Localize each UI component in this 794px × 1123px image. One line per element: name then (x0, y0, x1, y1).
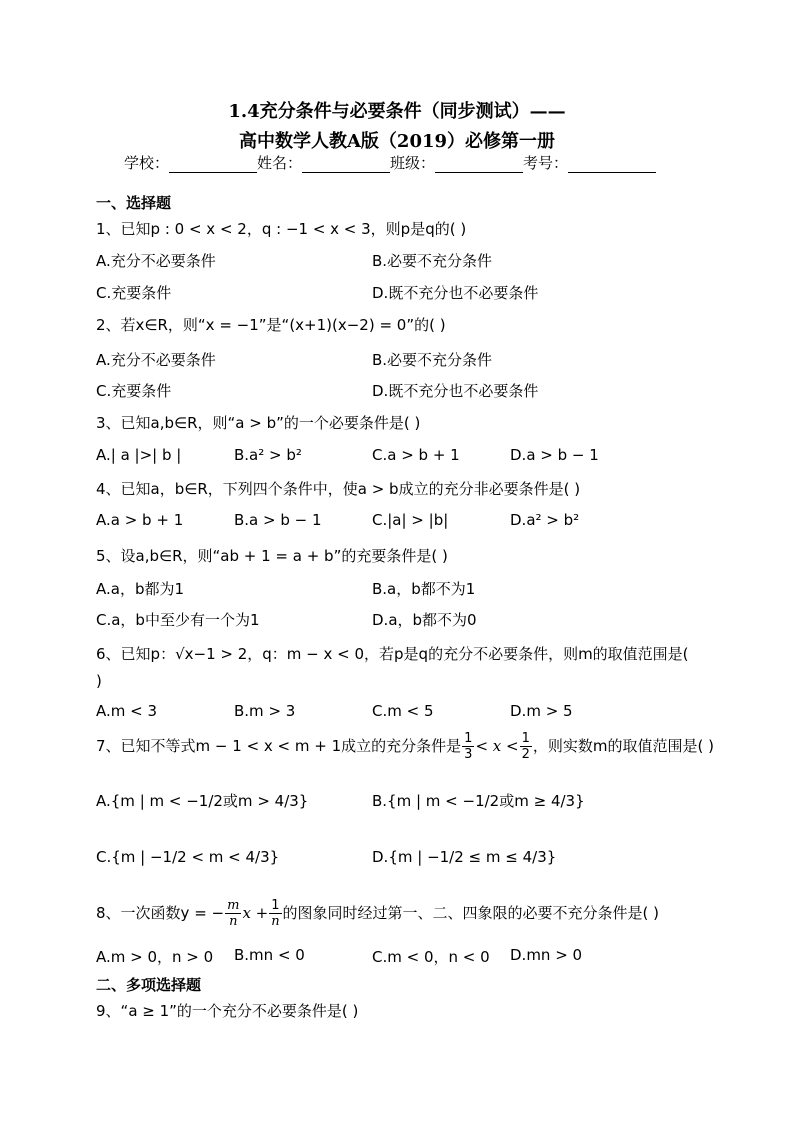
option-d: D.mn > 0 (510, 946, 583, 964)
question-stem: 若x∈R，则“x = −1”是“(x+1)(x−2) = 0”的( ) (120, 316, 446, 334)
option-c: C.充要条件 (96, 382, 172, 400)
option-d: D.m > 5 (510, 702, 573, 720)
question-stem-part1: 一次函数y = − (120, 904, 225, 922)
exam-number-blank[interactable] (568, 156, 656, 173)
option-d: D.{m | −1/2 ≤ m ≤ 4/3} (372, 848, 557, 866)
option-b: B.m > 3 (234, 702, 296, 720)
class-blank[interactable] (435, 156, 523, 173)
question-stem-part2: ，则实数m的取值范围是( ) (532, 737, 714, 755)
question-stem: 已知p：√x−1 > 2，q：m − x < 0，若p是q的充分不必要条件，则m的取值范围是( (120, 645, 689, 663)
option-c: C.m < 5 (372, 702, 434, 720)
question-2 (96, 314, 446, 335)
school-blank[interactable] (169, 156, 257, 173)
question-3 (96, 412, 420, 433)
fraction-one-half: $\frac{1}{2}$ (521, 731, 530, 762)
option-d: D.a² > b² (510, 511, 580, 529)
fraction-m-over-n: $\frac{m}{n}$ (227, 898, 240, 929)
option-a: A.{m | m < −1/2或m > 4/3} (96, 792, 309, 810)
question-number: 8、 (96, 904, 121, 922)
option-a: A.a，b都为1 (96, 580, 185, 598)
question-stem: 已知a,b∈R，则“a > b”的一个必要条件是( ) (120, 414, 421, 432)
fraction-one-over-n: $\frac{1}{n}$ (271, 898, 280, 929)
question-number: 1、 (96, 220, 121, 238)
option-b: B.a² > b² (234, 446, 302, 464)
option-c: C.{m | −1/2 < m < 4/3} (96, 848, 280, 866)
section-heading: 一、选择题 (96, 194, 172, 212)
question-number: 9、 (96, 1002, 121, 1020)
option-a: A.充分不必要条件 (96, 351, 216, 369)
option-a: A.m > 0，n > 0 (96, 948, 214, 966)
question-number: 3、 (96, 414, 121, 432)
option-d: D.既不充分也不必要条件 (372, 382, 539, 400)
section-heading: 二、多项选择题 (96, 976, 202, 994)
option-d: D.既不充分也不必要条件 (372, 284, 539, 302)
question-stem-part1: 已知不等式m − 1 < x < m + 1成立的充分条件是 (120, 737, 462, 755)
question-number: 2、 (96, 316, 121, 334)
name-label: 姓名： (257, 154, 303, 172)
option-d: D.a，b都不为0 (372, 611, 477, 629)
question-stem-part2: 的图象同时经过第一、二、四象限的必要不充分条件是( ) (282, 904, 659, 922)
option-a: A.充分不必要条件 (96, 252, 216, 270)
student-info-row (124, 152, 656, 173)
question-4 (96, 478, 580, 499)
question-stem: 已知p : 0 < x < 2，q : −1 < x < 3，则p是q的( ) (120, 220, 467, 238)
fraction-one-third: $\frac{1}{3}$ (464, 731, 473, 762)
question-1 (96, 218, 466, 239)
name-blank[interactable] (302, 156, 390, 173)
question-7: 7、已知不等式m − 1 < x < m + 1成立的充分条件是 $\frac{1}{3}$ < x < $\frac{1}{2}$ ，则实数m的取值范围是( ) (96, 731, 714, 762)
option-a: A.m < 3 (96, 702, 158, 720)
document-title-line1: 1.4充分条件与必要条件（同步测试）—— (228, 101, 566, 122)
option-d: D.a > b − 1 (510, 446, 599, 464)
question-stem: 设a,b∈R，则“ab + 1 = a + b”的充要条件是( ) (120, 547, 448, 565)
option-a: A.| a |>| b | (96, 446, 182, 464)
question-number: 4、 (96, 480, 121, 498)
option-c: C.m < 0，n < 0 (372, 948, 490, 966)
option-c: C.充要条件 (96, 284, 172, 302)
option-c: C.a，b中至少有一个为1 (96, 611, 260, 629)
question-8: 8、一次函数y = − $\frac{m}{n}$ x + $\frac{1}{n}$ 的图象同时经过第一、二、四象限的必要不充分条件是( ) (96, 898, 659, 929)
question-number: 5、 (96, 547, 121, 565)
option-b: B.必要不充分条件 (372, 252, 493, 270)
question-stem: 已知a，b∈R，下列四个条件中，使a > b成立的充分非必要条件是( ) (120, 480, 581, 498)
question-stem: “a ≥ 1”的一个充分不必要条件是( ) (120, 1002, 359, 1020)
option-c: C.a > b + 1 (372, 446, 460, 464)
question-number: 6、 (96, 645, 121, 663)
option-a: A.a > b + 1 (96, 511, 184, 529)
option-b: B.{m | m < −1/2或m ≥ 4/3} (372, 792, 585, 810)
option-c: C.|a| > |b| (372, 511, 449, 529)
class-label: 班级： (390, 154, 436, 172)
option-b: B.a > b − 1 (234, 511, 322, 529)
question-6 (96, 643, 689, 664)
question-9 (96, 1000, 358, 1021)
option-b: B.a，b都不为1 (372, 580, 476, 598)
option-b: B.必要不充分条件 (372, 351, 493, 369)
school-label: 学校： (124, 154, 170, 172)
document-title-line2: 高中数学人教A版（2019）必修第一册 (238, 131, 556, 152)
question-6-continuation: ) (96, 672, 102, 690)
option-b: B.mn < 0 (234, 946, 305, 964)
question-number: 7、 (96, 737, 121, 755)
question-5 (96, 545, 448, 566)
exam-number-label: 考号： (523, 154, 569, 172)
